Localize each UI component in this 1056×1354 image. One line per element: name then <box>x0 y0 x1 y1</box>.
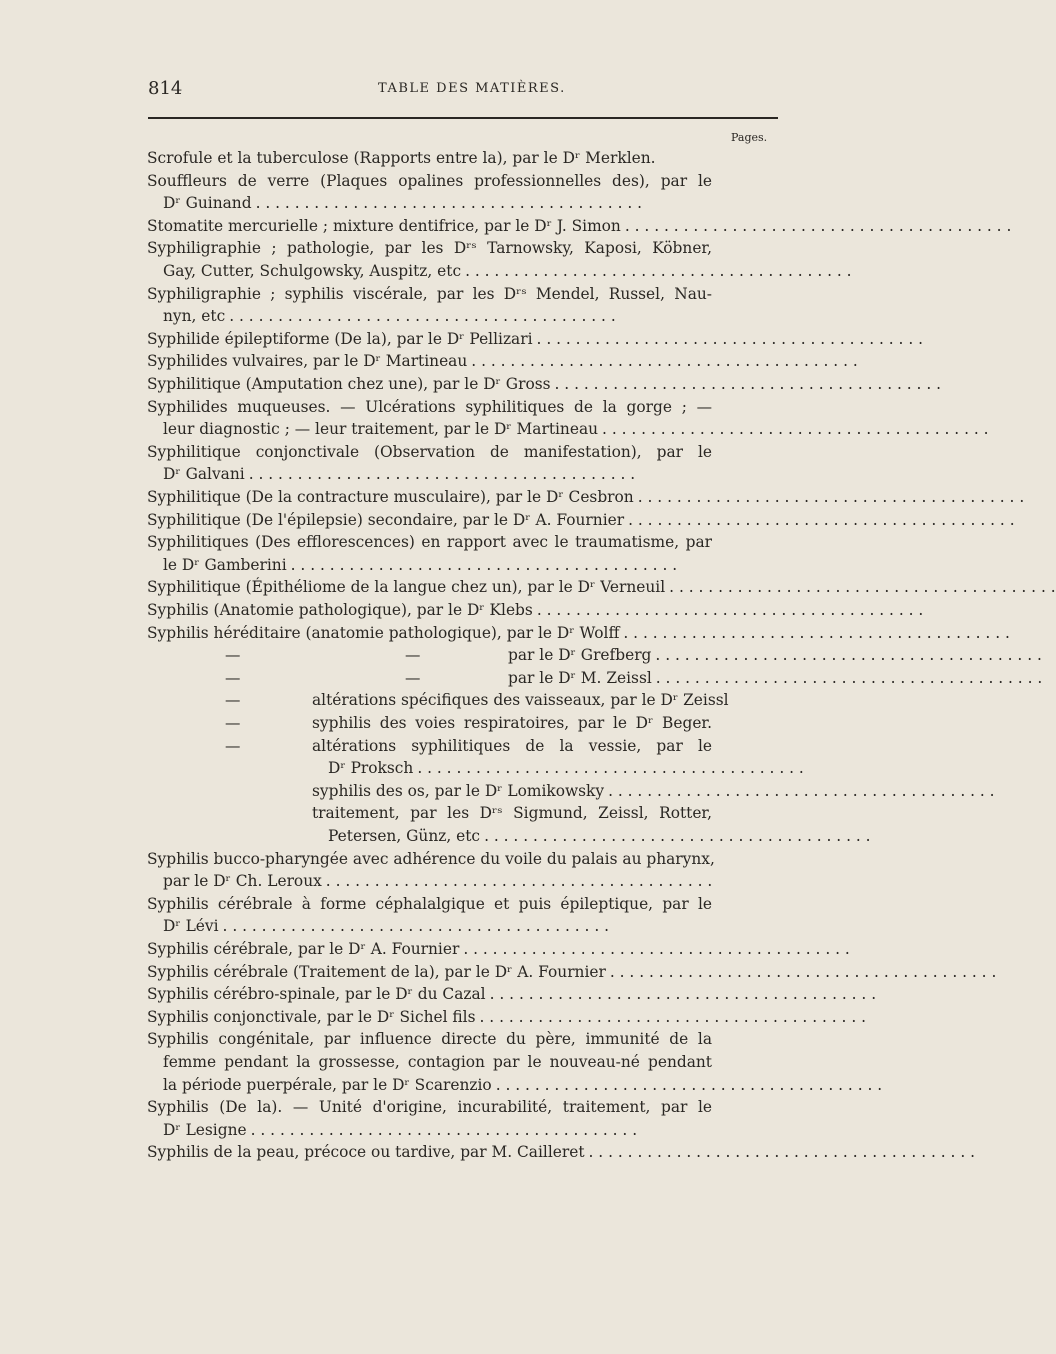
toc-entry-line <box>147 1096 712 1118</box>
toc-entry-line <box>312 689 729 711</box>
entry-text: syphilis des os, par le Dʳ Lomikowsky <box>312 781 605 800</box>
entry-text: Dʳ Lesigne <box>163 1120 247 1139</box>
entry-text: Syphilis cérébrale, par le Dʳ A. Fournier <box>147 940 460 958</box>
leader-dots: . . . . . . . . . . . . . . . . . . . . . . . . . . . . . . . . . . . . . . . . <box>554 375 942 393</box>
ditto-dash: — <box>405 646 421 665</box>
toc-entry-line <box>147 509 1015 531</box>
toc-entry-line <box>147 576 1056 598</box>
ditto-dash: — <box>225 691 241 710</box>
toc-entry-line <box>163 915 712 937</box>
toc-entry-line <box>312 735 712 757</box>
leader-dots: . . . . . . . . . . . . . . . . . . . . . . . . . . . . . . . . . . . . . . . . <box>290 555 678 574</box>
entry-text: Syphilitique conjonctivale (Observation de manifestation), par le <box>147 442 712 461</box>
toc-entry-line <box>147 848 715 870</box>
toc-entry-line <box>508 644 1042 666</box>
entry-text: Dʳ Lévi <box>163 917 219 936</box>
toc-entry-line <box>163 1051 712 1073</box>
toc-entry-line <box>163 260 852 282</box>
entry-text: Syphilis (De la). — Unité d'origine, incurabilité, traitement, par le <box>147 1098 712 1117</box>
entry-text: Gay, Cutter, Schulgowsky, Auspitz, etc <box>163 262 462 280</box>
leader-dots: . . . . . . . . . . . . . . . . . . . . . . . . . . . . . . . . . . . . . . . . <box>536 601 924 619</box>
leader-dots: . . . . . . . . . . . . . . . . . . . . . . . . . . . . . . . . . . . . . . . . <box>255 194 643 213</box>
entry-text: Stomatite mercurielle ; mixture dentifrice, par le Dʳ J. Simon <box>147 216 621 235</box>
entry-text: Syphilitiques (Des efflorescences) en rapport avec le traumatisme, par <box>147 533 712 552</box>
toc-entry-line <box>147 1006 867 1028</box>
pages-column-label: Pages. <box>731 131 768 144</box>
entry-text: Syphiligraphie ; syphilis viscérale, par les Dʳˢ Mendel, Russel, Nau- <box>147 284 712 303</box>
entry-text: Syphilis cérébrale à forme céphalalgique et puis épileptique, par le <box>147 894 712 913</box>
toc-entry-line <box>147 373 942 395</box>
entry-text: altérations spécifiques des vaisseaux, par le Dʳ Zeissl <box>312 691 729 710</box>
toc-entry-line <box>147 599 924 621</box>
leader-dots: . . . . . . . . . . . . . . . . . . . . . . . . . . . . . . . . . . . . . . . . <box>248 465 636 484</box>
toc-entry-line <box>147 531 712 553</box>
leader-dots: . . . . . . . . . . . . . . . . . . . . . . . . . . . . . . . . . . . . . . . . <box>250 1120 638 1139</box>
leader-dots: . . . . . . . . . . . . . . . . . . . . . . . . . . . . . . . . . . . . . . . . <box>655 668 1043 687</box>
leader-dots: . . . . . . . . . . . . . . . . . . . . . . . . . . . . . . . . . . . . . . . . <box>669 578 1056 597</box>
leader-dots: . . . . . . . . . . . . . . . . . . . . . . . . . . . . . . . . . . . . . . . . <box>417 759 804 778</box>
leader-dots: . . . . . . . . . . . . . . . . . . . . . . . . . . . . . . . . . . . . . . . . <box>628 510 1015 529</box>
toc-entry-line <box>163 1119 712 1141</box>
entry-text: par le Dʳ Ch. Leroux <box>163 872 322 891</box>
entry-text: Syphilis bucco-pharyngée avec adhérence du voile du palais au pharynx, <box>147 849 715 868</box>
toc-entry-line <box>147 1028 712 1050</box>
toc-entry-line <box>147 396 712 418</box>
entry-text: Dʳ Proksch <box>328 759 414 778</box>
toc-entry-line <box>328 825 871 847</box>
ditto-dash: — <box>225 736 241 755</box>
toc-entry-line <box>147 147 712 169</box>
page-header <box>148 78 708 102</box>
page-number: 814 <box>148 78 183 99</box>
leader-dots: . . . . . . . . . . . . . . . . . . . . . . . . . . . . . . . . . . . . . . . . <box>463 940 850 958</box>
entry-text: par le Dʳ M. Zeissl <box>508 668 652 687</box>
leader-dots: . . . . . . . . . . . . . . . . . . . . . . . . . . . . . . . . . . . . . . . . <box>637 488 1025 506</box>
toc-entry-line <box>328 757 804 779</box>
toc-entry-line <box>147 283 712 305</box>
entry-text: Syphilis héréditaire (anatomie pathologique), par le Dʳ Wolff <box>147 623 620 642</box>
entry-text: Syphilis de la peau, précoce ou tardive, par M. Cailleret <box>147 1143 585 1162</box>
entry-text: leur diagnostic ; — leur traitement, par le Dʳ Martineau <box>163 420 599 439</box>
leader-dots: . . . . . . . . . . . . . . . . . . . . . . . . . . . . . . . . . . . . . . . . <box>325 872 713 891</box>
toc-entry-line <box>147 328 924 350</box>
entry-text: Petersen, Günz, etc <box>328 827 481 845</box>
entry-text: Syphilides muqueuses. — Ulcérations syphilitiques de la gorge ; — <box>147 397 712 416</box>
entry-text: Syphiligraphie ; pathologie, par les Dʳˢ Tarnowsky, Kaposi, Köbner, <box>147 239 712 258</box>
entry-text: la période puerpérale, par le Dʳ Scarenzio <box>163 1075 492 1094</box>
entry-text: traitement, par les Dʳˢ Sigmund, Zeissl, Rotter, <box>312 804 712 823</box>
toc-entry-line <box>147 938 850 960</box>
leader-dots: . . . . . . . . . . . . . . . . . . . . . . . . . . . . . . . . . . . . . . . . <box>623 623 1010 642</box>
leader-dots: . . . . . . . . . . . . . . . . . . . . . . . . . . . . . . . . . . . . . . . . <box>471 352 858 371</box>
toc-entry-line <box>163 1074 883 1096</box>
toc-entry-line <box>312 780 995 802</box>
leader-dots: . . . . . . . . . . . . . . . . . . . . . . . . . . . . . . . . . . . . . . . . <box>608 781 995 800</box>
ditto-dash: — <box>225 714 241 732</box>
entry-text: Syphilis congénitale, par influence directe du père, immunité de la <box>147 1030 712 1049</box>
leader-dots: . . . . . . . . . . . . . . . . . . . . . . . . . . . . . . . . . . . . . . . . <box>588 1143 976 1162</box>
leader-dots: . . . . . . . . . . . . . . . . . . . . . . . . . . . . . . . . . . . . . . . . <box>536 329 924 348</box>
entry-text: Syphilitique (Épithéliome de la langue chez un), par le Dʳ Verneuil <box>147 578 666 597</box>
toc-entry-line <box>312 802 712 824</box>
entry-text: femme pendant la grossesse, contagion par le nouveau-né pendant <box>163 1053 712 1071</box>
leader-dots: . . . . . . . . . . . . . . . . . . . . . . . . . . . . . . . . . . . . . . . . <box>479 1007 867 1026</box>
entry-text: le Dʳ Gamberini <box>163 555 287 574</box>
entry-text: Syphilitique (De la contracture musculaire), par le Dʳ Cesbron <box>147 488 634 506</box>
entry-text: Scrofule et la tuberculose (Rapports entre la), par le Dʳ Merklen. <box>147 149 656 167</box>
entry-text: Syphilis cérébro-spinale, par le Dʳ du Cazal <box>147 985 486 1004</box>
toc-entry-line <box>147 350 858 372</box>
toc-entry-line <box>163 192 712 214</box>
toc-entry-line <box>163 305 712 327</box>
entry-text: par le Dʳ Grefberg <box>508 646 652 665</box>
ditto-dash: — <box>225 646 241 665</box>
leader-dots: . . . . . . . . . . . . . . . . . . . . . . . . . . . . . . . . . . . . . . . . <box>229 307 616 326</box>
toc-entry-line <box>147 961 997 983</box>
toc-entry-line <box>163 418 989 440</box>
ditto-dash: — <box>225 668 241 687</box>
entry-text: Syphilis conjonctivale, par le Dʳ Sichel fils <box>147 1007 476 1026</box>
toc-entry-line <box>163 463 712 485</box>
entry-text: altérations syphilitiques de la vessie, par le <box>312 736 712 755</box>
leader-dots: . . . . . . . . . . . . . . . . . . . . . . . . . . . . . . . . . . . . . . . . <box>624 216 1012 235</box>
entry-text: Syphilides vulvaires, par le Dʳ Martineau <box>147 352 468 371</box>
toc-entry-line <box>147 1141 976 1163</box>
entry-text: Dʳ Galvani <box>163 465 245 484</box>
ditto-dash: — <box>405 668 421 687</box>
entry-text: syphilis des voies respiratoires, par le Dʳ Beger. <box>312 714 712 732</box>
toc-entry-line <box>147 486 1025 508</box>
toc-entry-line <box>312 712 712 734</box>
toc-entry-line <box>163 554 712 576</box>
entry-text: Syphilis (Anatomie pathologique), par le Dʳ Klebs <box>147 601 533 619</box>
running-title: TABLE DES MATIÈRES. <box>378 81 566 96</box>
header-rule <box>148 117 778 119</box>
leader-dots: . . . . . . . . . . . . . . . . . . . . . . . . . . . . . . . . . . . . . . . . <box>465 262 852 280</box>
toc-entry-line <box>147 983 877 1005</box>
entry-text: Syphilis cérébrale (Traitement de la), par le Dʳ A. Fournier <box>147 962 606 981</box>
entry-text: Syphilitique (De l'épilepsie) secondaire, par le Dʳ A. Fournier <box>147 510 625 529</box>
toc-entry-line <box>147 893 712 915</box>
leader-dots: . . . . . . . . . . . . . . . . . . . . . . . . . . . . . . . . . . . . . . . . <box>655 646 1042 665</box>
leader-dots: . . . . . . . . . . . . . . . . . . . . . . . . . . . . . . . . . . . . . . . . <box>222 917 610 936</box>
toc-entry-line <box>147 237 712 259</box>
toc-entry-line <box>147 441 712 463</box>
toc-entry-line <box>163 870 712 892</box>
toc-entry-line <box>147 622 1010 644</box>
leader-dots: . . . . . . . . . . . . . . . . . . . . . . . . . . . . . . . . . . . . . . . . <box>489 985 877 1004</box>
leader-dots: . . . . . . . . . . . . . . . . . . . . . . . . . . . . . . . . . . . . . . . . <box>602 420 989 439</box>
toc-entry-line <box>147 170 712 192</box>
leader-dots: . . . . . . . . . . . . . . . . . . . . . . . . . . . . . . . . . . . . . . . . <box>495 1075 883 1094</box>
leader-dots: . . . . . . . . . . . . . . . . . . . . . . . . . . . . . . . . . . . . . . . . <box>609 962 997 981</box>
entry-text: Syphilide épileptiforme (De la), par le Dʳ Pellizari <box>147 329 533 348</box>
entry-text: nyn, etc <box>163 307 226 326</box>
toc-entry-line <box>147 215 1012 237</box>
entry-text: Syphilitique (Amputation chez une), par le Dʳ Gross <box>147 375 551 393</box>
toc-entry-line <box>508 667 1043 689</box>
entry-text: Souffleurs de verre (Plaques opalines professionnelles des), par le <box>147 171 712 190</box>
leader-dots: . . . . . . . . . . . . . . . . . . . . . . . . . . . . . . . . . . . . . . . . <box>484 827 871 845</box>
entry-text: Dʳ Guinand <box>163 194 252 213</box>
